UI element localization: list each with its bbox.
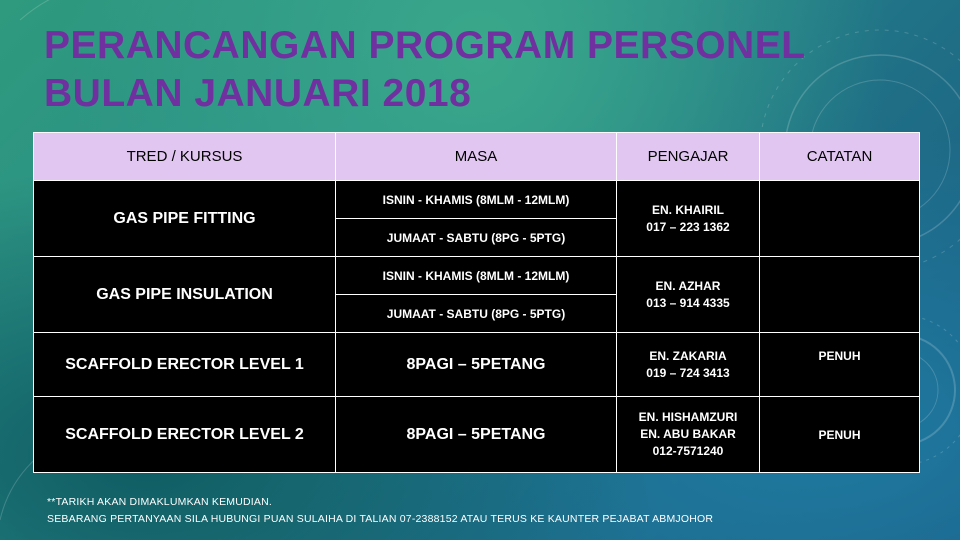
table-row: [34, 333, 920, 397]
course-cell: GAS PIPE INSULATION: [34, 257, 336, 333]
note-cell: PENUH: [760, 333, 920, 397]
time-cell: JUMAAT - SABTU (8PG - 5PTG): [336, 219, 617, 257]
table-row: [34, 397, 920, 473]
tutor-phone: 019 – 724 3413: [646, 365, 730, 380]
tutor-phone: 013 – 914 4335: [646, 295, 730, 310]
time-cell: JUMAAT - SABTU (8PG - 5PTG): [336, 295, 617, 333]
table-row: [34, 257, 920, 295]
course-cell: GAS PIPE FITTING: [34, 181, 336, 257]
footer-line-1: **TARIKH AKAN DIMAKLUMKAN KEMUDIAN.: [47, 496, 273, 508]
tutor-phone: 012-7571240: [652, 444, 724, 458]
header-tutor: PENGAJAR: [617, 133, 760, 181]
footer-notes: [47, 494, 713, 528]
note-cell: [760, 181, 920, 257]
tutor-phone: 017 – 223 1362: [646, 219, 730, 234]
table-row: [34, 181, 920, 219]
tutor-cell: [617, 333, 760, 397]
title-line-2: BULAN JANUARI 2018: [44, 72, 472, 115]
tutor-name: EN. KHAIRIL: [652, 202, 724, 217]
table-header-row: [34, 133, 920, 181]
footer-line-2: SEBARANG PERTANYAAN SILA HUBUNGI PUAN SULAIHA DI TALIAN 07-2388152 ATAU TERUS KE KAUNTER PEJABAT ABMJOHOR: [47, 513, 714, 525]
schedule-table: [33, 132, 920, 473]
course-cell: SCAFFOLD ERECTOR LEVEL 1: [34, 333, 336, 397]
time-cell: ISNIN - KHAMIS (8MLM - 12MLM): [336, 257, 617, 295]
time-cell: 8PAGI – 5PETANG: [336, 333, 617, 397]
course-cell: SCAFFOLD ERECTOR LEVEL 2: [34, 397, 336, 473]
header-course: TRED / KURSUS: [34, 133, 336, 181]
tutor-name: EN. ZAKARIA: [649, 348, 727, 363]
title-line-1: PERANCANGAN PROGRAM PERSONEL: [44, 24, 806, 67]
header-note: CATATAN: [760, 133, 920, 181]
note-cell: PENUH: [760, 397, 920, 473]
note-cell: [760, 257, 920, 333]
tutor-name: EN. AZHAR: [655, 278, 721, 293]
page-title: [44, 22, 806, 118]
tutor-cell: [617, 257, 760, 333]
time-cell: ISNIN - KHAMIS (8MLM - 12MLM): [336, 181, 617, 219]
header-time: MASA: [336, 133, 617, 181]
tutor-cell: [617, 397, 760, 473]
tutor-name: EN. HISHAMZURI: [638, 410, 738, 424]
tutor-cell: [617, 181, 760, 257]
tutor-name-2: EN. ABU BAKAR: [640, 427, 736, 441]
time-cell: 8PAGI – 5PETANG: [336, 397, 617, 473]
